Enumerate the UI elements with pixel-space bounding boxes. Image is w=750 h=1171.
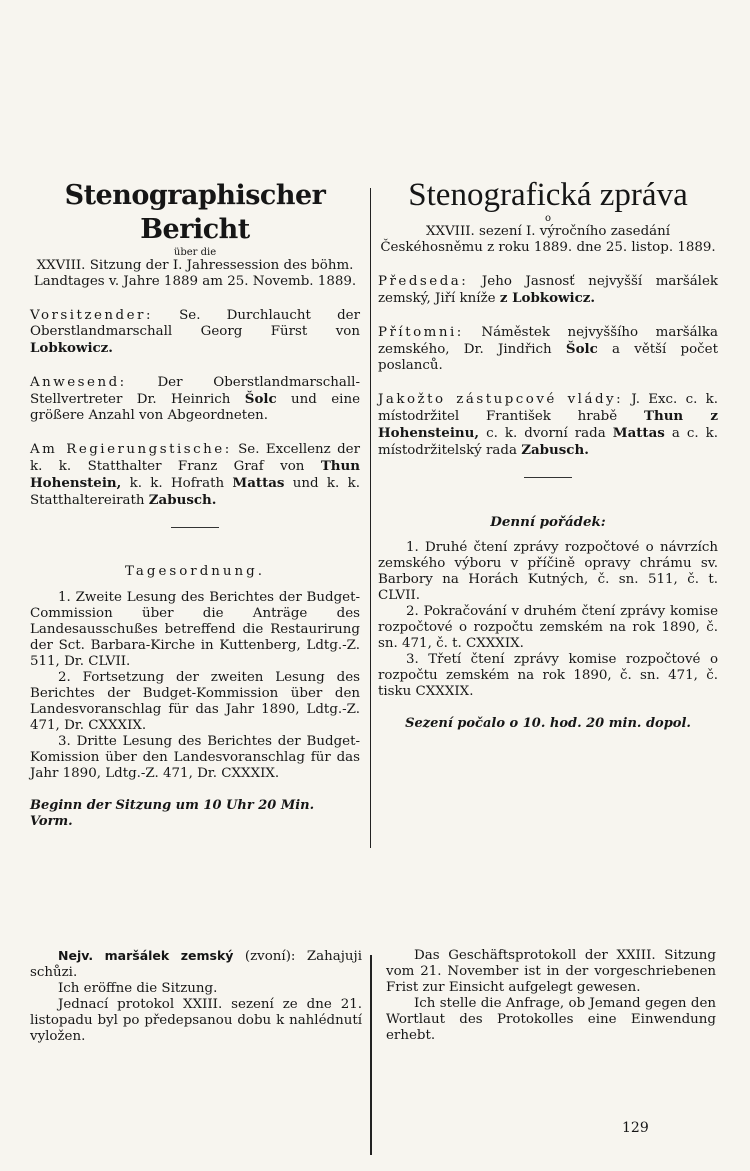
german-agenda-title: Tagesordnung. [125,564,265,579]
page-number: 129 [622,1120,649,1136]
czech-presiding [378,274,718,307]
german-agenda-item-3: 3. Dritte Lesung des Berichtes der Budget-Komission über den Landesvoranschlag für das Jahr 1890, Ldtg.-Z. 471, Dr. CXXXIX. [30,734,360,781]
german-session-begin: Beginn der Sitzung um 10 Uhr 20 Min. Vorm. [30,798,315,829]
czech-session-info: XXVIII. sezení I. výročního zasedání Českéhosněmu z roku 1889. dne 25. listop. 1889. [380,224,716,255]
czech-title: Stenografická zpráva [408,177,688,213]
czech-agenda-item-3: 3. Třetí čtení zprávy komise rozpočtové o rozpočtu zemském na rok 1890, č. sn. 471, č. tisku CXXXIX. [378,652,718,699]
czech-session-begin: Sezení počalo o 10. hod. 20 min. dopol. [405,716,691,731]
german-presiding-name: Lobkowicz. [30,340,113,356]
czech-subtitle: o [544,213,552,224]
czech-govt-text-2: c. k. dvorní rada [486,426,606,441]
german-present-name: Šolc [244,391,277,407]
czech-present-label: Přítomni: [378,325,464,340]
german-separator [171,527,219,528]
czech-govt-name-2: Mattas [612,425,665,441]
german-agenda-item-2: 2. Fortsetzung der zweiten Lesung des Berichtes der Budget-Kommission über den Landesvoranschlag für das Jahr 1890, Ldtg.-Z. 471, Dr. CXXXIX. [30,670,360,733]
czech-present-text-2: a větší počet poslanců. [378,342,718,373]
column-divider-lower [370,955,372,1155]
speaker-paragraph [30,948,362,981]
column-divider [370,188,371,848]
czech-govt-name-1: Thun z Hohensteinu, [378,408,718,441]
czech-present-name: Šolc [565,341,598,357]
german-government [30,442,360,509]
czech-govt-label: Jakožto zástupcové vlády: [378,392,624,407]
czech-govt-text-1: J. Exc. c. k. místodržitel František hrabě [378,392,718,424]
german-present-label: Anwesend: [30,375,127,390]
protocol-paragraph-german: Das Geschäftsprotokoll der XXIII. Sitzung vom 21. November ist in der vorgeschriebenen Frist zur Einsicht aufgelegt gewesen. [386,948,716,995]
german-presiding [30,308,360,357]
protocol-line-czech: Jednací protokol XXIII. sezení ze dne 21. listopadu byl po předepsanou dobu k nahlédnutí vyložen. [30,997,362,1044]
proceedings-right [386,948,716,1044]
german-govt-name-3: Zabusch. [148,492,217,508]
czech-govt-text-3: a c. k. místodržitelský rada [378,426,719,458]
german-present-text-1: Der Oberstlandmarschall-Stellvertreter Dr. Heinrich [30,375,360,407]
german-agenda-item-1: 1. Zweite Lesung des Berichtes der Budget-Commission über die Anträge des Landesausschußes betreffend die Restaurirung der Sct. Barbara-Kirche in Kuttenberg, Ldtg.-Z. 511, Dr. CLVII. [30,590,360,669]
german-presiding-text: Se. Durchlaucht der Oberstlandmarschall Georg Fürst von [30,308,360,339]
german-govt-name-1: Thun Hohenstein, [30,458,360,491]
speaker-name: Nejv. maršálek zemský [58,948,234,963]
czech-present [378,325,718,374]
german-govt-text-2: k. k. Hofrath [129,476,225,491]
german-subtitle: über die [173,247,217,258]
objection-paragraph-german: Ich stelle die Anfrage, ob Jemand gegen den Wortlaut des Protokolles eine Einwendung erhebt. [386,996,716,1043]
german-govt-label: Am Regierungstische: [30,442,232,457]
czech-agenda-title: Denní pořádek: [490,514,606,530]
german-govt-name-2: Mattas [232,475,285,491]
german-column [30,175,360,830]
czech-agenda-item-2: 2. Pokračování v druhém čtení zprávy komise rozpočtové o rozpočtu zemském na rok 1890, č. sn. 471, č. t. CXXXIX. [378,604,718,651]
czech-present-text-1: Náměstek nejvyššího maršálka zemského, Dr. Jindřich [378,325,718,357]
german-present-text-2: und eine größere Anzahl von Abgeordneten. [30,392,360,423]
german-govt-text-1: Se. Excellenz der k. k. Statthalter Franz Graf von [30,442,360,474]
czech-agenda-item-1: 1. Druhé čtení zprávy rozpočtové o návrzích zemského výboru v příčině opravy chrámu sv. Barbory na Horách Kutných, č. sn. 511, č. t. CLVII. [378,540,718,603]
german-presiding-label: Vorsitzender: [30,308,153,323]
proceedings-left [30,948,362,1045]
speaker-note: (zvoní): Zahajuji schůzi. [30,949,362,980]
czech-presiding-text: Jeho Jasnosť nejvyšší maršálek zemský, Jiří kníže [378,274,718,306]
czech-presiding-name: z Lobkowicz. [499,290,596,306]
czech-column [378,175,718,732]
czech-separator [524,477,572,478]
czech-government [378,392,718,459]
german-title: Stenographischer Bericht [64,180,326,245]
czech-govt-name-3: Zabusch. [521,442,589,458]
german-session-info: XXVIII. Sitzung der I. Jahressession des böhm. Landtages v. Jahre 1889 am 25. Novemb. 1889. [33,258,357,289]
opening-line-german: Ich eröffne die Sitzung. [58,981,218,996]
german-present [30,375,360,424]
german-govt-text-3: und k. k. Statthaltereirath [30,476,360,508]
czech-presiding-label: Předseda: [378,274,469,289]
